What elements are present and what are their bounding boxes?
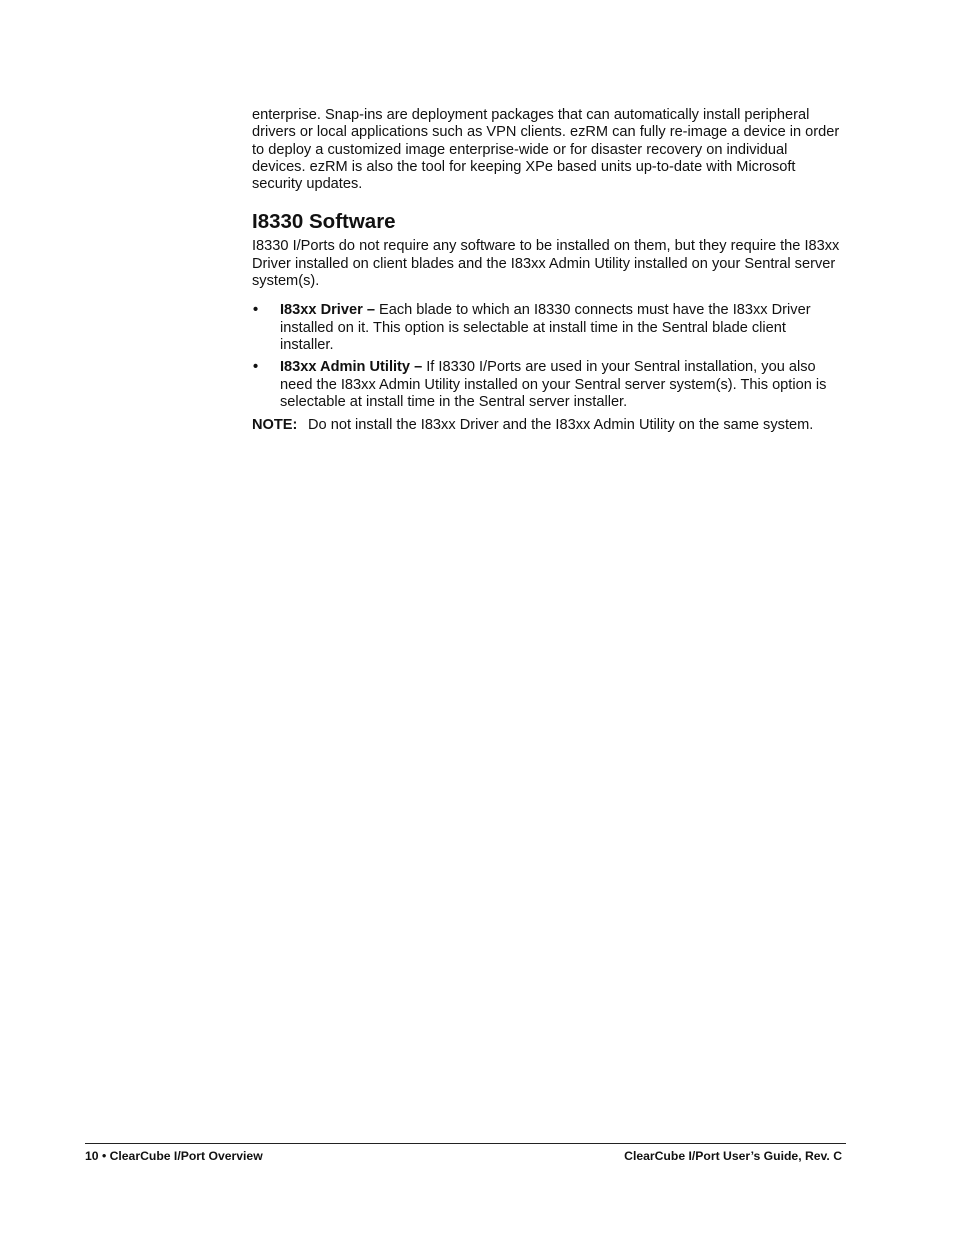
bullet-text: If I8330 I/Ports are used in your Sentral installation, you also need the I83xx Admin Utility installed on your Sentral server system(s). This option is selectable at install time in the Sentral server installer. [280,359,827,410]
note-text: Do not install the I83xx Driver and the I83xx Admin Utility on the same system. [308,417,814,434]
note-label: NOTE: [252,417,298,434]
main-content [252,107,842,434]
bullet-icon: • [253,302,259,319]
bullet-icon: • [253,359,259,376]
intro-paragraph: enterprise. Snap-ins are deployment packages that can automatically install peripheral drivers or local applications such as VPN clients. ezRM can fully re-image a device in order to deploy a customized image enterprise-wide or for disaster recovery on individual devices. ezRM is also the tool for keeping XPe based units up-to-date with Microsoft security updates. [252,107,840,193]
bullet-term: I83xx Admin Utility – [280,359,423,376]
bullet-term: I83xx Driver – [280,302,375,319]
footer-doc-title: ClearCube I/Port User’s Guide, Rev. C [624,1149,842,1163]
section-heading: I8330 Software [252,210,396,234]
list-item [252,359,842,411]
section-paragraph: I8330 I/Ports do not require any software to be installed on them, but they require the I83xx Driver installed on client blades and the I83xx Admin Utility installed on your Sentral server system(s). [252,238,840,290]
bullet-text: Each blade to which an I8330 connects must have the I83xx Driver installed on it. This option is selectable at install time in the Sentral blade client installer. [280,302,811,353]
list-item [252,302,842,354]
footer-page-label: 10 • ClearCube I/Port Overview [85,1149,263,1163]
footer-divider [85,1143,846,1144]
bullet-list [252,302,842,411]
note-block [252,417,842,434]
